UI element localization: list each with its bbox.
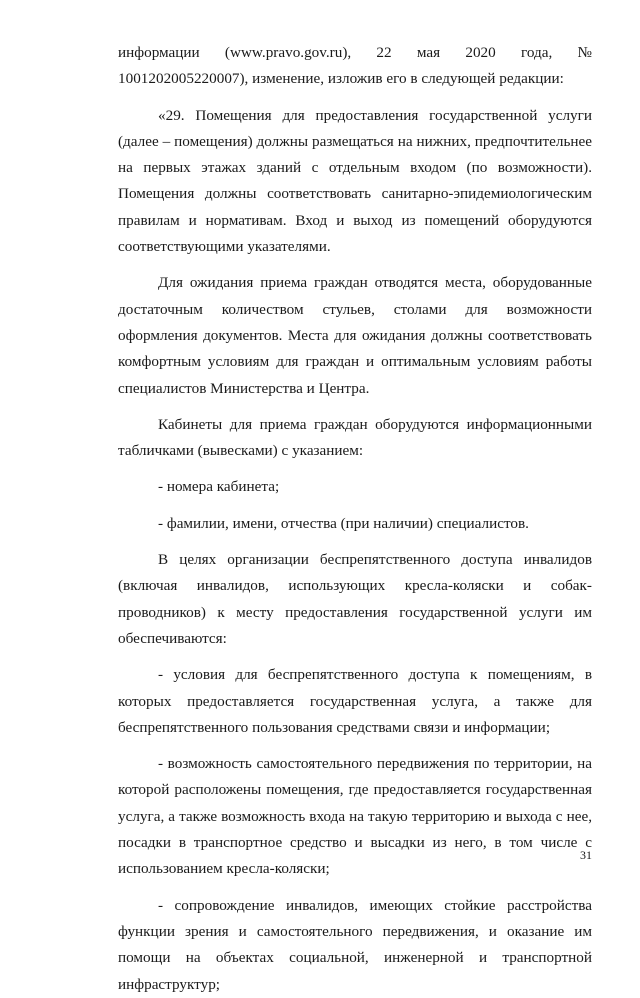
list-item-movement: - возможность самостоятельного передвижения по территории, на которой расположены помещения, где предоставляется государственная услуга, а также возможность входа на такую территорию и выхода с нее, посадки в транспортное средство и высадки из него, в том числе с использованием кресла-коляски; bbox=[118, 755, 592, 878]
list-item-specialist-names: - фамилии, имени, отчества (при наличии) специалистов. bbox=[158, 514, 529, 532]
paragraph-continuation: информации (www.pravo.gov.ru), 22 мая 2020 года, № 1001202005220007), изменение, изложив его в следующей редакции: bbox=[118, 44, 592, 88]
list-item-escort: - сопровождение инвалидов, имеющих стойкие расстройства функции зрения и самостоятельного передвижения, и оказание им помощи на объектах социальной, инженерной и транспортной инфраструктур; bbox=[118, 896, 592, 993]
document-body bbox=[118, 40, 592, 998]
list-item-access-conditions: - условия для беспрепятственного доступа к помещениям, в которых предоставляется государственная услуга, а также для беспрепятственного пользования средствами связи и информации; bbox=[118, 666, 592, 736]
paragraph-accessibility: В целях организации беспрепятственного доступа инвалидов (включая инвалидов, использующих кресла-коляски и собак-проводников) к месту предоставления государственной услуги им обеспечиваются: bbox=[118, 551, 592, 647]
paragraph-waiting-areas: Для ожидания приема граждан отводятся места, оборудованные достаточным количеством стульев, столами для возможности оформления документов. Места для ожидания должны соответствовать комфортным условиям для граждан и оптимальным условиям работы специалистов Министерства и Центра. bbox=[118, 274, 592, 397]
paragraph-item-29: «29. Помещения для предоставления государственной услуги (далее – помещения) должны размещаться на нижних, предпочтительнее на первых этажах зданий с отдельным входом (по возможности). Помещения должны соответствовать санитарно-эпидемиологическим правилам и нормативам. Вход и выход из помещений оборудуются соответствующими указателями. bbox=[118, 106, 592, 256]
page-number: 31 bbox=[580, 848, 592, 862]
paragraph-offices: Кабинеты для приема граждан оборудуются информационными табличками (вывесками) с указанием: bbox=[118, 415, 592, 460]
list-item-room-number: - номера кабинета; bbox=[158, 478, 280, 496]
